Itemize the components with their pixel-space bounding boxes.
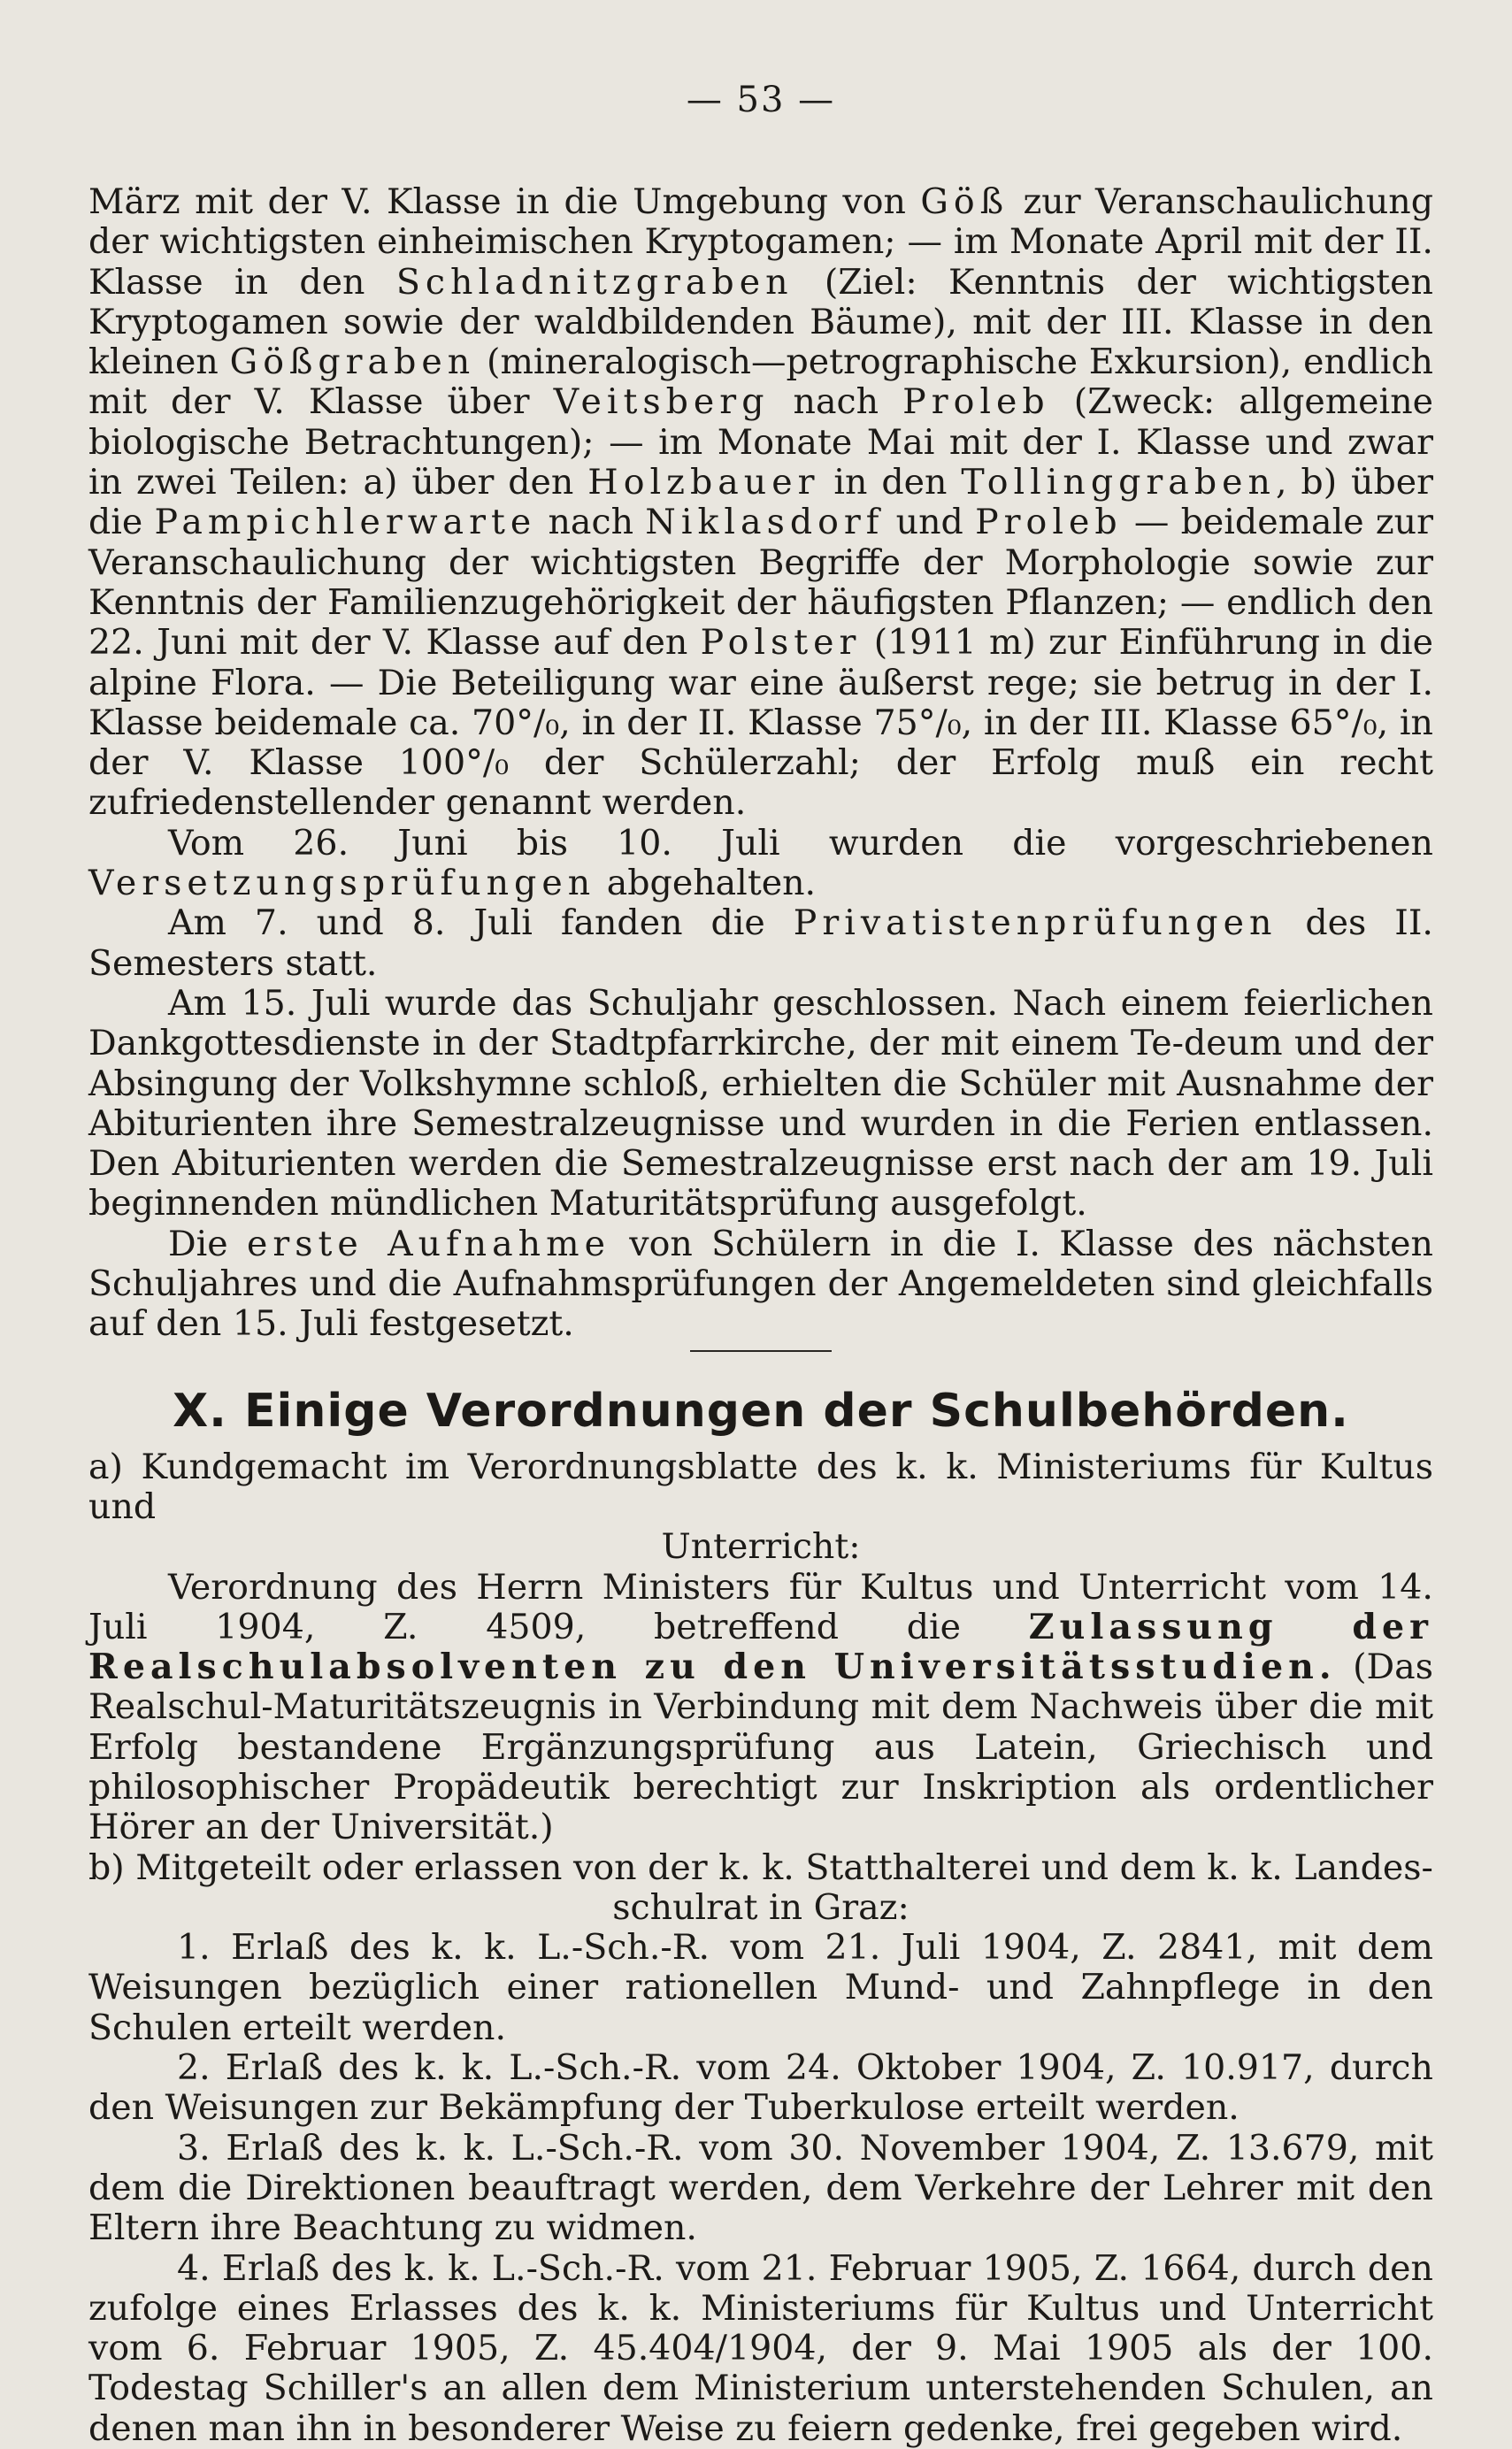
erlass-item-1: 1. Erlaß des k. k. L.-Sch.-R. vom 21. Juli 1904, Z. 2841, mit dem Weisungen bezüglich einer rationellen Mund- und Zahnpflege in den Schulen erteilt werden. (88, 1927, 1433, 2048)
paragraph-versetzungspruefungen: Vom 26. Juni bis 10. Juli wurden die vorgeschriebenen Versetzungsprüfungen abgehalten. (88, 822, 1433, 904)
section-a-heading-cont: Unterricht: (661, 1526, 861, 1568)
paragraph-excursions: März mit der V. Klasse in die Umgebung von Göß zur Veranschaulichung der wichtigsten einheimischen Kryptogamen; — im Monate April mit der II. Klasse in den Schladnitzgraben (Ziel: Kenntnis der wichtigsten Kryptogamen sowie der waldbildenden Bäume), mit der III. Klasse in den kleinen Gößgraben (mineralogisch—petrographische Exkursion), endlich mit der V. Klasse über Veitsberg nach Proleb (Zweck: allgemeine biologische Betrachtungen); — im Monate Mai mit der I. Klasse und zwar in zwei Teilen: a) über den Holzbauer in den Tollinggraben, b) über die Pampichlerwarte nach Niklasdorf und Proleb — beidemale zur Veranschaulichung der wichtigsten Begriffe der Morphologie sowie zur Kenntnis der Familienzugehörigkeit der häufigsten Pflanzen; — endlich den 22. Juni mit der V. Klasse auf den Polster (1911 m) zur Einführung in die alpine Flora. — Die Beteiligung war eine äußerst rege; sie betrug in der I. Klasse beidemale ca. 70°/₀, in der II. Klasse 75°/₀, in der III. Klasse 65°/₀, in der V. Klasse 100°/₀ der Schülerzahl; der Erfolg muß ein recht zufriedenstellender genannt werden. (88, 181, 1434, 824)
page-number: — 53 — (686, 80, 836, 120)
paragraph-schuljahr-schluss: Am 15. Juli wurde das Schuljahr geschlossen. Nach einem feierlichen Dankgottesdienste in der Stadtpfarrkirche, der mit einem Te-deum und der Absingung der Volkshymne schloß, erhielten die Schüler mit Ausnahme der Abiturienten ihre Semestralzeugnisse und wurden in die Ferien entlassen. Den Abiturienten werden die Semestralzeugnisse erst nach der am 19. Juli beginnenden mündlichen Maturitätsprüfung ausgefolgt. (88, 982, 1433, 1224)
erlass-item-4: 4. Erlaß des k. k. L.-Sch.-R. vom 21. Februar 1905, Z. 1664, durch den zufolge eines Erlasses des k. k. Ministeriums für Kultus und Unterricht vom 6. Februar 1905, Z. 45.404/1904, der 9. Mai 1905 als der 100. Todestag Schiller's an allen dem Ministerium unterstehenden Schulen, an denen man ihn in besonderer Weise zu feiern gedenke, frei gegeben wird. (88, 2247, 1433, 2449)
section-divider (690, 1350, 832, 1352)
section-b-heading: b) Mitgeteilt oder erlassen von der k. k. Statthalterei und dem k. k. Landes- (88, 1846, 1433, 1888)
document-page (88, 80, 1433, 2449)
paragraph-privatistenpruefungen: Am 7. und 8. Juli fanden die Privatistenprüfungen des II. Semesters statt. (88, 902, 1433, 984)
paragraph-aufnahme: Die erste Aufnahme von Schülern in die I. Klasse des nächsten Schuljahres und die Aufnahmsprüfungen der Angemeldeten sind gleichfalls auf den 15. Juli festgesetzt. (88, 1223, 1433, 1345)
section-b-heading-cont: schulrat in Graz: (612, 1886, 910, 1928)
erlass-item-3: 3. Erlaß des k. k. L.-Sch.-R. vom 30. November 1904, Z. 13.679, mit dem die Direktionen beauftragt werden, dem Verkehre der Lehrer mit den Eltern ihre Beachtung zu widmen. (88, 2127, 1433, 2249)
paragraph-verordnung: Verordnung des Herrn Ministers für Kultus und Unterricht vom 14. Juli 1904, Z. 4509, betreffend die Zulassung der Realschulabsolventen zu den Universitätsstudien. (Das Realschul-Maturitätszeugnis in Verbindung mit dem Nachweis über die mit Erfolg bestandene Ergänzungsprüfung aus Latein, Griechisch und philosophischer Propädeutik berechtigt zur Inskription als ordentlicher Hörer an der Universität.) (88, 1566, 1433, 1848)
section-a-heading: a) Kundgemacht im Verordnungsblatte des k. k. Ministeriums für Kultus und (88, 1446, 1433, 1527)
erlass-item-2: 2. Erlaß des k. k. L.-Sch.-R. vom 24. Oktober 1904, Z. 10.917, durch den Weisungen zur Bekämpfung der Tuberkulose erteilt werden. (88, 2047, 1433, 2129)
section-title: X. Einige Verordnungen der Schulbehörden. (173, 1384, 1349, 1438)
